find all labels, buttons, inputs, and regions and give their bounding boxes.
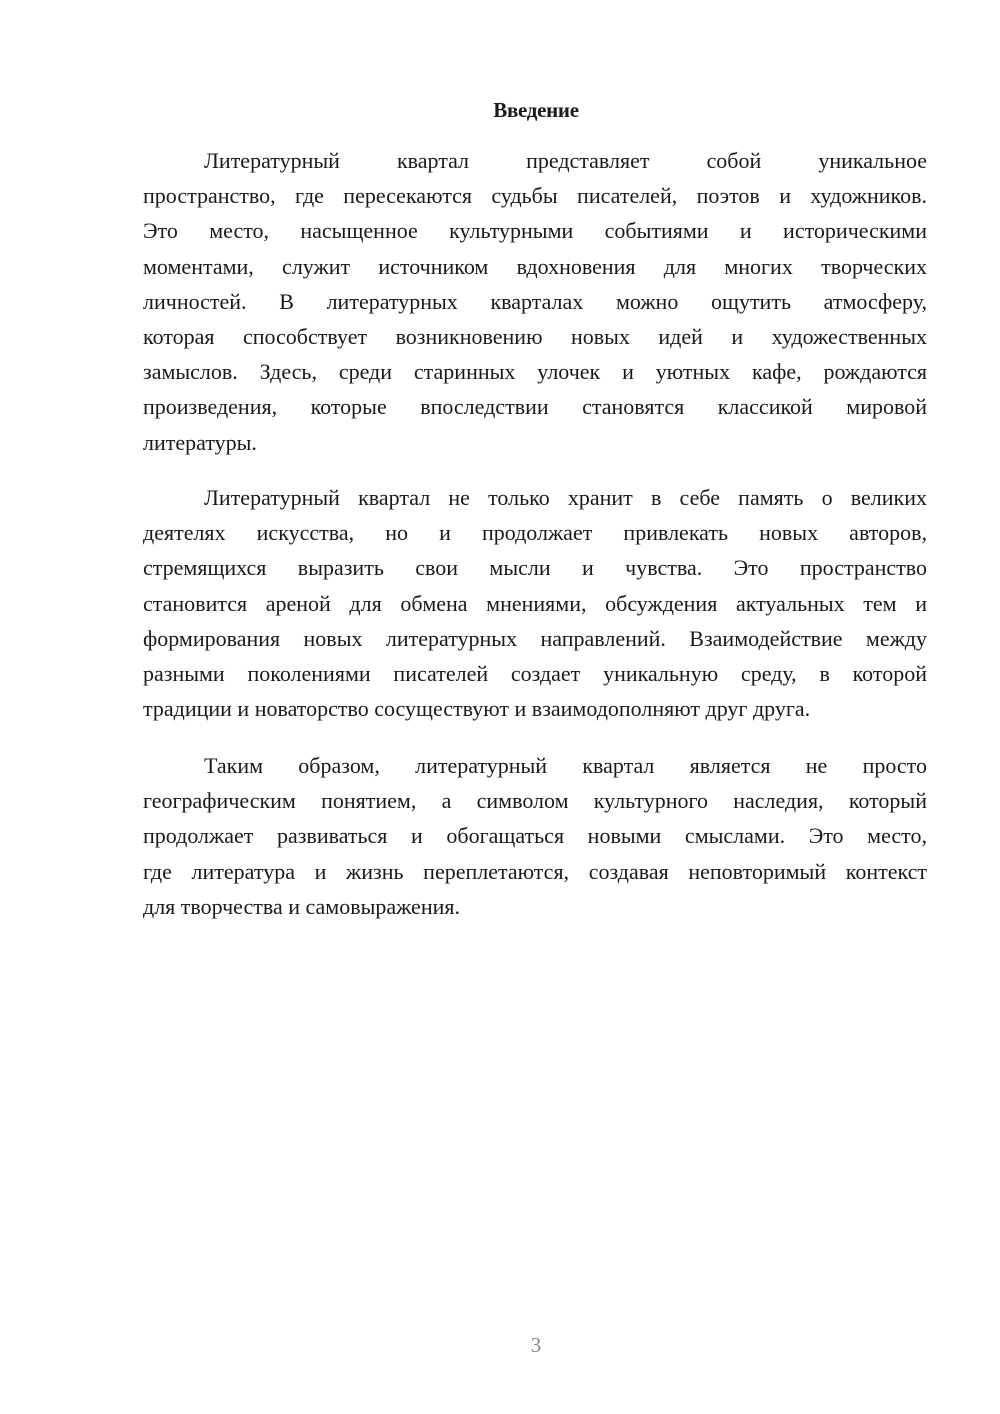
text-line: разными поколениями писателей создает уникальную среду, в которой bbox=[143, 660, 927, 686]
text-line: для творчества и самовыражения. bbox=[143, 893, 460, 919]
text-line: продолжает развиваться и обогащаться новыми смыслами. Это место, bbox=[143, 823, 927, 849]
text-line: моментами, служит источником вдохновения для многих творческих bbox=[143, 253, 927, 279]
text-line: произведения, которые впоследствии становятся классикой мировой bbox=[143, 394, 927, 420]
page-number: 3 bbox=[530, 1333, 542, 1357]
page-title: Введение bbox=[493, 98, 579, 122]
text-line: пространство, где пересекаются судьбы писателей, поэтов и художников. bbox=[143, 183, 927, 209]
text-line: которая способствует возникновению новых идей и художественных bbox=[143, 323, 927, 349]
text-line: Это место, насыщенное культурными событиями и историческими bbox=[143, 218, 927, 244]
text-line: литературы. bbox=[143, 429, 257, 455]
text-line: личностей. В литературных кварталах можно ощутить атмосферу, bbox=[143, 288, 927, 314]
paragraph-1 bbox=[143, 143, 927, 460]
text-line: становится ареной для обмена мнениями, обсуждения актуальных тем и bbox=[143, 590, 927, 616]
text-line: где литература и жизнь переплетаются, создавая неповторимый контекст bbox=[143, 858, 927, 884]
text-line: Литературный квартал не только хранит в себе память о великих bbox=[204, 485, 927, 510]
text-line: Литературный квартал представляет собой уникальное bbox=[204, 148, 927, 173]
text-line: стремящихся выразить свои мысли и чувства. Это пространство bbox=[143, 555, 927, 581]
text-line: замыслов. Здесь, среди старинных улочек и уютных кафе, рождаются bbox=[143, 359, 927, 385]
paragraph-2 bbox=[143, 480, 927, 726]
text-line: Таким образом, литературный квартал является не просто bbox=[204, 753, 927, 778]
text-line: деятелях искусства, но и продолжает привлекать новых авторов, bbox=[143, 520, 927, 546]
text-line: географическим понятием, а символом культурного наследия, который bbox=[143, 788, 927, 814]
paragraph-3 bbox=[143, 748, 927, 924]
text-line: формирования новых литературных направлений. Взаимодействие между bbox=[143, 625, 927, 651]
text-line: традиции и новаторство сосуществуют и взаимодополняют друг друга. bbox=[143, 696, 811, 722]
